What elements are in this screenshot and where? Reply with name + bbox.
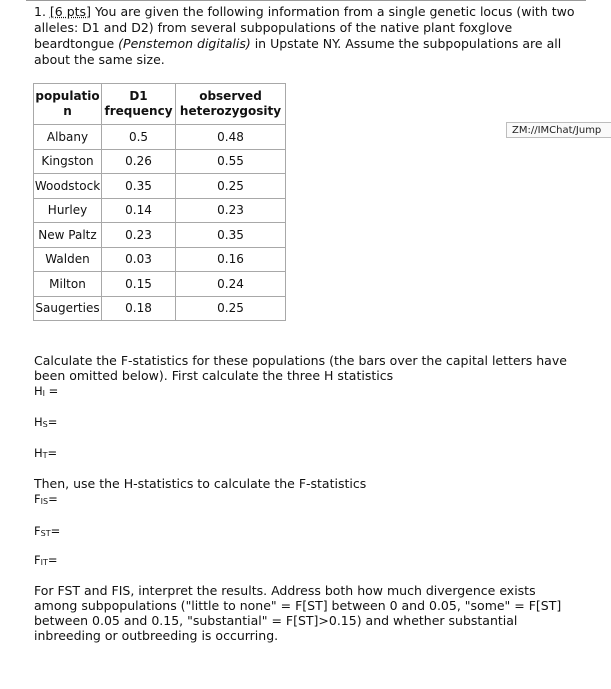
population-cell: New Paltz	[34, 223, 102, 248]
fit-tail: =	[47, 553, 58, 567]
heterozygosity-cell: 0.35	[176, 223, 286, 248]
interpretation-instructions: For FST and FIS, interpret the results. Address both how much divergence exists among subpopulations ("little to none" = F[ST] between 0 and 0.05, "some" = F[ST] between 0.05 and 0.15, "substantial" = F[ST]>0.15) and whether substantial inbreeding or outbreeding is occurring.	[34, 583, 562, 643]
header-population: populatio n	[34, 84, 102, 125]
table-header-row	[34, 84, 286, 125]
fit-base: F	[34, 553, 41, 567]
table-row	[34, 272, 286, 297]
table-row	[34, 223, 286, 248]
question-points: [6 pts]	[49, 4, 91, 19]
frequency-cell: 0.26	[102, 149, 176, 174]
question-intro	[34, 4, 579, 68]
fis-tail: =	[48, 492, 58, 506]
question-text-end: in Upstate NY. Assume the subpopulations are all about the same size.	[34, 36, 562, 67]
fst-sub: ST	[40, 529, 51, 538]
fit-label	[34, 553, 58, 570]
table-row	[34, 247, 286, 272]
frequency-cell: 0.14	[102, 198, 176, 223]
population-cell: Saugerties	[34, 296, 102, 321]
population-cell: Woodstock	[34, 174, 102, 199]
fis-base: F	[34, 492, 41, 506]
table-row	[34, 198, 286, 223]
fst-label	[34, 524, 60, 541]
fis-sub: IS	[40, 497, 49, 506]
population-cell: Milton	[34, 272, 102, 297]
heterozygosity-cell: 0.25	[176, 174, 286, 199]
frequency-cell: 0.5	[102, 125, 176, 150]
heterozygosity-cell: 0.48	[176, 125, 286, 150]
frequency-cell: 0.15	[102, 272, 176, 297]
population-cell: Walden	[34, 247, 102, 272]
hs-base: H	[34, 415, 43, 429]
table-row	[34, 149, 286, 174]
table-row	[34, 125, 286, 150]
hs-label	[34, 415, 57, 432]
population-cell: Kingston	[34, 149, 102, 174]
question-text: You are given the following information from a single genetic locus (with two alleles: D1 and D2) from several subpopulations of the native plant foxglove beardtongue	[34, 4, 575, 51]
hi-sub: I	[42, 389, 46, 398]
fst-tail: =	[50, 524, 61, 538]
top-divider	[26, 0, 586, 1]
heterozygosity-cell: 0.55	[176, 149, 286, 174]
fst-base: F	[34, 524, 41, 538]
population-cell: Albany	[34, 125, 102, 150]
header-observed-heterozygosity: observed heterozygosity	[176, 84, 286, 125]
table-row	[34, 296, 286, 321]
chat-link-overlay[interactable]: ZM://IMChat/Jump	[506, 122, 611, 138]
hs-tail: =	[47, 415, 58, 429]
calc-h-instructions: Calculate the F-statistics for these populations (the bars over the capital letters have been omitted below). First calculate the three H statistics	[34, 353, 567, 383]
hi-label	[34, 384, 58, 401]
fit-sub: IT	[40, 558, 48, 567]
hi-tail: =	[45, 384, 59, 398]
ht-label	[34, 446, 57, 463]
frequency-cell: 0.18	[102, 296, 176, 321]
fis-label	[34, 492, 58, 509]
heterozygosity-cell: 0.24	[176, 272, 286, 297]
hs-sub: S	[42, 420, 48, 429]
species-name: (Penstemon digitalis)	[118, 36, 251, 51]
ht-base: H	[34, 446, 43, 460]
population-table	[33, 83, 286, 321]
ht-sub: T	[42, 451, 48, 460]
ht-tail: =	[47, 446, 58, 460]
heterozygosity-cell: 0.25	[176, 296, 286, 321]
heterozygosity-cell: 0.16	[176, 247, 286, 272]
frequency-cell: 0.35	[102, 174, 176, 199]
frequency-cell: 0.23	[102, 223, 176, 248]
calc-f-instructions: Then, use the H-statistics to calculate the F-statistics	[34, 476, 367, 491]
hi-base: H	[34, 384, 43, 398]
population-cell: Hurley	[34, 198, 102, 223]
frequency-cell: 0.03	[102, 247, 176, 272]
header-d1-frequency: D1 frequency	[102, 84, 176, 125]
heterozygosity-cell: 0.23	[176, 198, 286, 223]
question-number: 1.	[34, 4, 46, 19]
table-row	[34, 174, 286, 199]
